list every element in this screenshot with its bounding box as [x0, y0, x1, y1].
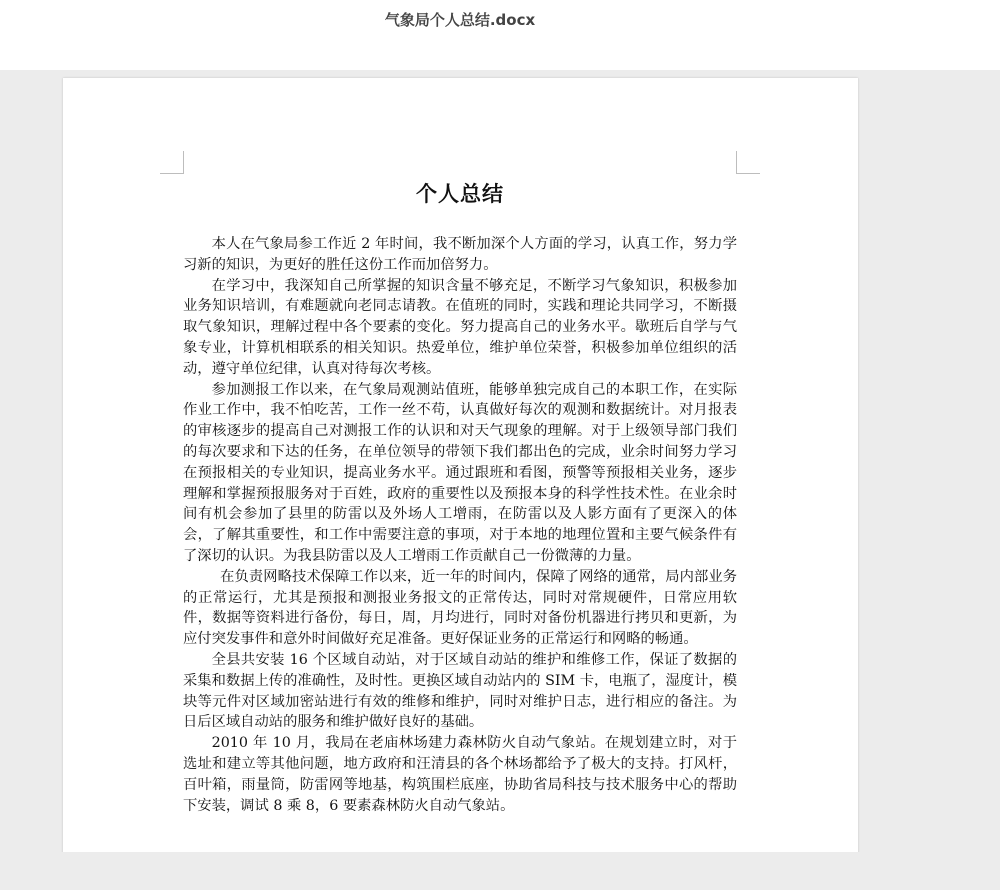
paragraph: 本人在气象局参工作近 2 年时间，我不断加深个人方面的学习，认真工作，努力学习新的知识，为更好的胜任这份工作而加倍努力。	[183, 236, 737, 273]
crop-mark-top-left	[160, 173, 184, 174]
paragraph: 在学习中，我深知自己所掌握的知识含量不够充足，不断学习气象知识，积极参加业务知识培训，有难题就向老同志请教。在值班的同时，实践和理论共同学习，不断摄取气象知识，理解过程中各个要素的变化。努力提高自己的业务水平。歇班后自学与气象专业，计算机相联系的相关知识。热爱单位，维护单位荣誉，积极参加单位组织的活动，遵守单位纪律，认真对待每次考核。	[183, 277, 737, 377]
document-body	[183, 179, 737, 816]
crop-mark-top-left	[183, 151, 184, 173]
document-page	[63, 78, 858, 858]
paragraph: 参加测报工作以来，在气象局观测站值班，能够单独完成自己的本职工作，在实际作业工作中，我不怕吃苦，工作一丝不苟，认真做好每次的观测和数据统计。对月报表的审核逐步的提高自己对测报工作的认识和对天气现象的理解。对于上级领导部门我们的每次要求和下达的任务，在单位领导的带领下我们都出色的完成，业余时间努力学习在预报相关的专业知识，提高业务水平。通过跟班和看图，预警等预报相关业务，逐步理解和掌握预报服务对于百姓，政府的重要性以及预报本身的科学性技术性。在业余时间有机会参加了县里的防雷以及外场人工增雨，在防雷以及人影方面有了更深入的体会，了解其重要性，和工作中需要注意的事项，对于本地的地理位置和主要气候条件有了深切的认识。为我县防雷以及人工增雨工作贡献自己一份微薄的力量。	[183, 381, 737, 564]
document-heading: 个人总结	[416, 181, 504, 206]
paragraph: 全县共安装 16 个区域自动站，对于区域自动站的维护和维修工作，保证了数据的采集和数据上传的准确性，及时性。更换区域自动站内的 SIM 卡，电瓶了，湿度计，模块等元件对区域加密站进行有效的维修和维护，同时对维护日志，进行相应的备注。为日后区域自动站的服务和维护做好良好的基础。	[183, 651, 737, 731]
title-bar	[0, 0, 1000, 70]
document-viewer[interactable]	[0, 70, 1000, 890]
paragraph: 在负责网略技术保障工作以来，近一年的时间内，保障了网络的通常，局内部业务的正常运行，尤其是预报和测报业务报文的正常传达，同时对常规硬件，日常应用软件，数据等资料进行备份，每日，周，月均进行，同时对备份机器进行拷贝和更新，为应付突发事件和意外时间做好充足准备。更好保证业务的正常运行和网略的畅通。	[183, 568, 737, 648]
bottom-bar	[0, 852, 1000, 890]
crop-mark-top-right	[736, 151, 737, 173]
paragraph: 2010 年 10 月，我局在老庙林场建力森林防火自动气象站。在规划建立时，对于选址和建立等其他问题，地方政府和汪清县的各个林场都给予了极大的支持。打风杆，百叶箱，雨量筒，防雷网等地基，构筑围栏底座，协助省局科技与技术服务中心的帮助下安装，调试 8 乘 8，6 要素森林防火自动气象站。	[183, 735, 737, 814]
document-title: 气象局个人总结.docx	[384, 11, 536, 29]
crop-mark-top-right	[736, 173, 760, 174]
